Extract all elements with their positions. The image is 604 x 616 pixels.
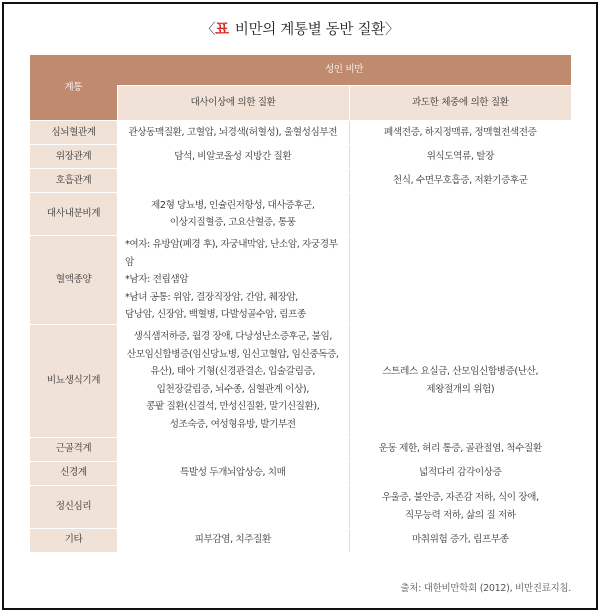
cell-line: 스트레스 요실금, 산모임신합병증(난산, <box>382 366 539 377</box>
table-row <box>30 485 571 528</box>
row-category: 근골격계 <box>30 437 117 461</box>
metabolic-diseases-cell <box>117 145 349 169</box>
row-category: 대사내분비계 <box>30 193 117 236</box>
table-body <box>30 121 571 553</box>
cell-line: 관상동맥질환, 고혈압, 뇌경색(허혈성), 울혈성심부전 <box>128 126 338 138</box>
cell-line: 산모임신합병증(임신당뇨병, 임신고혈압, 임신중독증, <box>126 348 339 360</box>
metabolic-diseases-cell <box>117 121 349 145</box>
cell-line: 이상지질혈증, 고요산혈증, 통풍 <box>169 217 296 228</box>
excess-weight-diseases-cell <box>349 236 571 325</box>
metabolic-diseases-cell <box>117 461 349 485</box>
row-category: 혈액종양 <box>30 236 117 325</box>
cell-line: 직무능력 저하, 삶의 질 저하 <box>404 509 516 521</box>
table-row <box>30 461 571 485</box>
source-note: 출처: 대한비만학회 (2012), 비만진료지침. <box>400 583 571 594</box>
row-category: 호흡관계 <box>30 169 117 193</box>
metabolic-diseases-cell <box>117 193 349 236</box>
cell-line: 넓적다리 감각이상증 <box>419 467 502 479</box>
table-row <box>30 169 571 193</box>
cell-line: 우울증, 불안증, 자존감 저하, 식이 장애, <box>381 492 539 503</box>
metabolic-diseases-cell <box>117 528 349 552</box>
header-metabolic: 대사이상에 의한 질환 <box>117 86 349 121</box>
row-category: 신경계 <box>30 461 117 485</box>
comorbidity-table <box>30 55 571 553</box>
table-row <box>30 145 571 169</box>
cell-line: 제2형 당뇨병, 인슐린저항성, 대사증후군, <box>151 199 315 211</box>
cell-line: 피부감염, 치주질환 <box>194 534 271 546</box>
table-row <box>30 437 571 461</box>
table-row <box>30 121 571 145</box>
table-title <box>4 18 596 39</box>
excess-weight-diseases-cell <box>349 485 571 528</box>
table-row <box>30 193 571 236</box>
cell-line: 유산), 태아 기형(신경관결손, 입술갈림증, <box>150 366 315 377</box>
metabolic-diseases-cell <box>117 485 349 528</box>
title-table-mark: 표 <box>215 22 229 38</box>
row-category: 심뇌혈관계 <box>30 121 117 145</box>
table-row <box>30 324 571 437</box>
excess-weight-diseases-cell <box>349 437 571 461</box>
cell-line: 특발성 두개뇌압상승, 치매 <box>180 467 286 479</box>
cell-line: 담석, 비알코올성 지방간 질환 <box>174 150 292 162</box>
header-adult-obesity: 성인 비만 <box>117 55 571 86</box>
cell-line: 제왕절개의 위험) <box>426 383 495 395</box>
metabolic-diseases-cell <box>117 324 349 437</box>
cell-line: 천식, 수면무호흡증, 저환기증후군 <box>392 174 528 186</box>
excess-weight-diseases-cell <box>349 169 571 193</box>
row-category: 위장관계 <box>30 145 117 169</box>
cell-line: 마취위험 증가, 림프부종 <box>411 534 509 546</box>
metabolic-diseases-cell <box>117 437 349 461</box>
cell-line: 콩팥 질환(신결석, 만성신질환, 말기신질환), <box>146 401 320 412</box>
excess-weight-diseases-cell <box>349 528 571 552</box>
cell-line: 생식샘저하증, 월경 장애, 다낭성난소증후군, 불임, <box>133 331 333 342</box>
cell-line: *남자: 전립샘암 <box>125 274 189 285</box>
excess-weight-diseases-cell <box>349 121 571 145</box>
table-row <box>30 528 571 552</box>
cell-line: 운동 제한, 허리 통증, 골관절염, 척수질환 <box>378 443 542 455</box>
cell-line: 입천장갈림증, 뇌수종, 심혈관계 이상), <box>156 383 309 395</box>
row-category: 정신심리 <box>30 485 117 528</box>
row-category: 기타 <box>30 528 117 552</box>
title-open-bracket: 〈 <box>200 22 216 38</box>
cell-line: 성조숙증, 여성형유방, 발기부전 <box>169 418 296 430</box>
cell-line: 폐색전증, 하지정맥류, 정맥혈전색전증 <box>384 126 537 138</box>
excess-weight-diseases-cell <box>349 324 571 437</box>
cell-line: *남녀 공통: 위암, 결장직장암, 간암, 췌장암, <box>125 291 298 303</box>
table-row <box>30 236 571 325</box>
metabolic-diseases-cell <box>117 169 349 193</box>
cell-line: 위식도역류, 탈장 <box>426 150 494 162</box>
header-category: 계통 <box>30 55 117 121</box>
excess-weight-diseases-cell <box>349 193 571 236</box>
metabolic-diseases-cell <box>117 236 349 325</box>
excess-weight-diseases-cell <box>349 461 571 485</box>
title-close-bracket: 〉 <box>384 22 400 38</box>
excess-weight-diseases-cell <box>349 145 571 169</box>
cell-line: *여자: 유방암(폐경 후), 자궁내막암, 난소암, 자궁경부암 <box>125 239 338 268</box>
title-text: 비만의 계통별 동반 질환 <box>234 22 385 38</box>
cell-line: 담낭암, 신장암, 백혈병, 다발성골수암, 림프종 <box>125 309 306 320</box>
row-category: 비뇨생식기계 <box>30 324 117 437</box>
header-excess-weight: 과도한 체중에 의한 질환 <box>349 86 571 121</box>
